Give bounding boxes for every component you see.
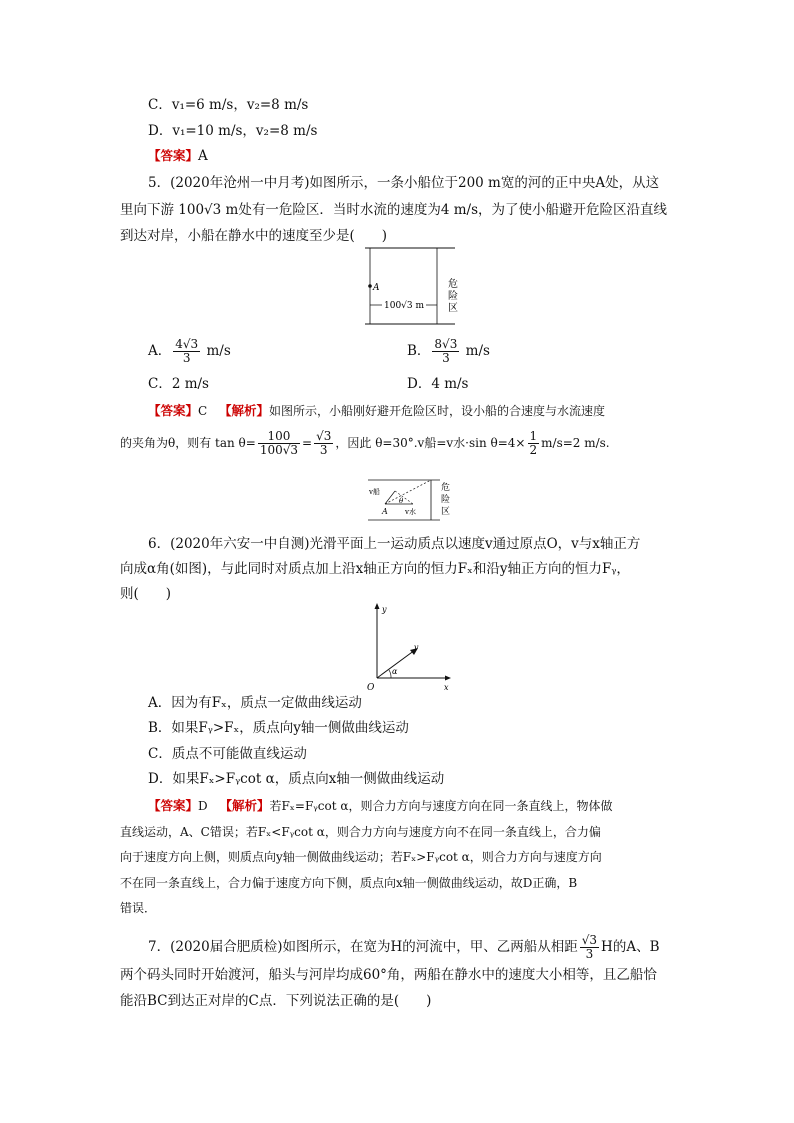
numerator: √3 [581, 933, 598, 947]
q6-option-a: A．因为有Fₓ，质点一定做曲线运动 [148, 695, 362, 711]
fig2-danger-3: 区 [441, 507, 451, 517]
fig2-label-vwater: v水 [405, 508, 416, 516]
q6-answer [148, 797, 612, 815]
explain-tag: 【解析】 [219, 403, 270, 418]
fig-label-y: y [382, 605, 387, 614]
explain-text: 如图所示，小船刚好避开危险区时，设小船的合速度与水流速度 [269, 404, 606, 418]
q7-stem-line3: 能沿BC到达正对岸的C点．下列说法正确的是( ) [120, 993, 432, 1009]
fig-label-alpha: α [392, 667, 398, 676]
answer-value: A [198, 148, 208, 164]
stem-text: H的A、B [601, 939, 660, 955]
fraction [432, 338, 459, 365]
answer-value: C [198, 404, 208, 418]
q5-explain-line2 [120, 430, 610, 457]
answer-tag: 【答案】 [148, 403, 199, 418]
stem-text: 7．(2020届合肥质检)如图所示，在宽为H的河流中，甲、乙两船从相距 [148, 939, 578, 955]
answer-tag: 【答案】 [148, 148, 199, 163]
fig-label-distance: 100√3 m [384, 301, 425, 311]
explain-text: 的夹角为θ，则有 tan θ= [120, 436, 256, 450]
denominator: 100√3 [259, 443, 299, 457]
q6-stem-line1: 6．(2020年六安一中自测)光滑平面上一运动质点以速度v通过原点O，v与x轴正方 [148, 536, 641, 552]
q5-option-b [407, 338, 490, 365]
q5-explain-figure [365, 476, 460, 524]
fig-label-x: x [444, 683, 449, 692]
denominator: 3 [319, 443, 328, 457]
q5-stem-line3: 到达对岸，小船在静水中的速度至少是( ) [120, 228, 388, 244]
fig-label-danger-2: 险 [448, 291, 458, 302]
q5-option-c: C．2 m/s [148, 376, 209, 392]
fig2-danger-1: 危 [441, 483, 451, 493]
fig2-label-a: A [382, 507, 388, 516]
fig-label-v: v [414, 643, 419, 652]
numerator: √3 [316, 429, 332, 443]
fraction [528, 430, 540, 457]
fig-label-danger-3: 区 [448, 303, 458, 314]
numerator: 8√3 [434, 337, 458, 351]
q6-explain-line4: 不在同一条直线上，合力偏于速度方向下侧，质点向x轴一侧做曲线运动，故D正确，B [120, 876, 578, 890]
option-prefix: B． [407, 343, 431, 359]
explain-text: 若Fₓ=Fᵧcot α，则合力方向与速度方向在同一条直线上，物体做 [269, 799, 613, 813]
q6-axes-figure [365, 600, 455, 692]
fig2-danger-2: 险 [441, 495, 451, 505]
denominator: 2 [529, 443, 538, 457]
fraction [258, 430, 300, 457]
q7-stem-line2: 两个码头同时开始渡河，船头与河岸均成60°角，两船在静水中的速度大小相等，且乙船恰 [120, 967, 657, 983]
fraction [173, 338, 200, 365]
q4-option-d: D．v₁=10 m/s，v₂=8 m/s [148, 123, 318, 139]
numerator: 4√3 [175, 337, 199, 351]
explain-text: m/s=2 m/s. [541, 436, 610, 450]
q6-option-b: B．如果Fᵧ>Fₓ，质点向y轴一侧做曲线运动 [148, 720, 409, 736]
q6-explain-line5: 错误． [120, 901, 157, 915]
answer-value: D [198, 799, 208, 813]
q6-stem-line3: 则( ) [120, 586, 172, 602]
fig-label-a: A [373, 283, 380, 293]
q5-answer [148, 402, 605, 420]
q6-option-c: C．质点不可能做直线运动 [148, 746, 307, 762]
answer-tag: 【答案】 [148, 798, 199, 813]
q4-answer [148, 147, 208, 165]
option-prefix: A． [148, 343, 172, 359]
q6-option-d: D．如果Fₓ>Fᵧcot α，质点向x轴一侧做曲线运动 [148, 771, 445, 787]
unit: m/s [206, 343, 231, 359]
q6-stem-line2: 向成α角(如图)，与此同时对质点加上沿x轴正方向的恒力Fₓ和沿y轴正方向的恒力Fᵧ， [120, 561, 630, 577]
q4-option-c: C．v₁=6 m/s，v₂=8 m/s [148, 97, 309, 113]
denominator: 3 [585, 947, 594, 961]
equals: = [302, 436, 313, 450]
q7-stem-line1 [148, 934, 660, 961]
fig2-label-vboat: v船 [369, 488, 380, 496]
fraction [314, 430, 333, 457]
fig-label-origin: O [367, 683, 375, 692]
q5-option-a [148, 338, 231, 365]
q5-stem-line1: 5．(2020年沧州一中月考)如图所示，一条小船位于200 m宽的河的正中央A处，从这 [148, 175, 660, 191]
fig-label-danger-1: 危 [448, 279, 458, 290]
q5-river-figure [360, 245, 475, 327]
q5-option-d: D．4 m/s [407, 376, 469, 392]
q6-explain-line2: 直线运动，A、C错误；若Fₓ<Fᵧcot α，则合力方向与速度方向不在同一条直线上，合力偏 [120, 825, 601, 839]
fig2-label-theta: θ [399, 497, 404, 505]
denominator: 3 [442, 351, 450, 365]
unit: m/s [465, 343, 490, 359]
denominator: 3 [182, 351, 191, 365]
fraction [580, 934, 599, 961]
q6-explain-line3: 向于速度方向上侧，则质点向y轴一侧做曲线运动；若Fₓ>Fᵧcot α，则合力方向与速度方向 [120, 850, 602, 864]
explain-tag: 【解析】 [219, 798, 270, 813]
explain-text: ，因此 θ=30°.v船=v水·sin θ=4× [335, 436, 526, 450]
q5-stem-line2: 里向下游 100√3 m处有一危险区．当时水流的速度为4 m/s，为了使小船避开危险区沿直线 [120, 202, 667, 218]
numerator: 100 [258, 430, 300, 444]
numerator: 1 [529, 429, 538, 443]
